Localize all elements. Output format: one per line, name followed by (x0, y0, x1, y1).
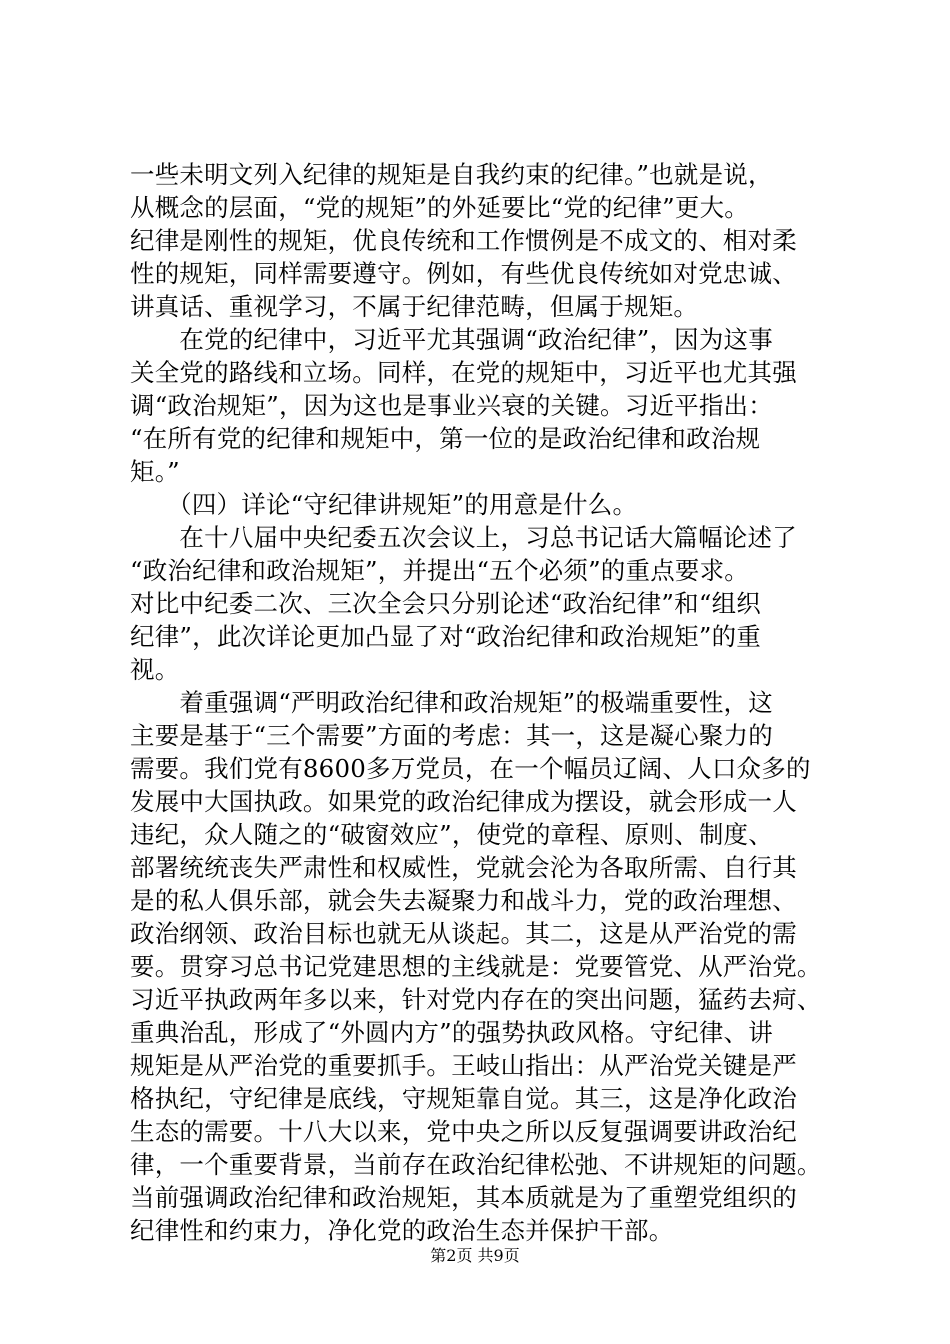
text-line: 规矩是从严治党的重要抓手。王岐山指出：从严治党关键是严 (130, 1051, 797, 1080)
text-line: 当前强调政治纪律和政治规矩，其本质就是为了重塑党组织的 (130, 1183, 797, 1212)
text-line: 要。贯穿习总书记党建思想的主线就是：党要管党、从严治党。 (130, 952, 822, 981)
body-text (130, 158, 830, 1247)
text-line: 是的私人俱乐部，就会失去凝聚力和战斗力，党的政治理想、 (130, 886, 797, 915)
text-line: 主要是基于“三个需要”方面的考虑：其一，这是凝心聚力的 (130, 721, 773, 750)
text-line: 关全党的路线和立场。同样，在党的规矩中，习近平也尤其强 (130, 358, 797, 387)
text-line: 重典治乱，形成了“外圆内方”的强势执政风格。守纪律、讲 (130, 1018, 773, 1047)
text-line: 需要。我们党有8600多万党员，在一个幅员辽阔、人口众多的 (130, 754, 811, 783)
page-footer: 第2页 共9页 (430, 1246, 520, 1265)
text-line: 生态的需要。十八大以来，党中央之所以反复强调要讲政治纪 (130, 1117, 797, 1146)
text-line: 从概念的层面，“党的规矩”的外延要比“党的纪律”更大。 (130, 193, 749, 222)
text-line: 调“政治规矩”，因为这也是事业兴衰的关键。习近平指出： (130, 391, 773, 420)
text-line: 部署统统丧失严肃性和权威性，党就会沦为各取所需、自行其 (130, 853, 797, 882)
text-line: 律，一个重要背景，当前存在政治纪律松弛、不讲规矩的问题。 (130, 1150, 822, 1179)
text-line: 纪律”，此次详论更加凸显了对“政治纪律和政治规矩”的重 (130, 622, 761, 651)
text-line: 对比中纪委二次、三次全会只分别论述“政治纪律”和“组织 (130, 589, 761, 618)
text-line: 视。 (130, 655, 180, 684)
text-line: 违纪，众人随之的“破窗效应”，使党的章程、原则、制度、 (130, 820, 773, 849)
text-line: 性的规矩，同样需要遵守。例如，有些优良传统如对党忠诚、 (130, 259, 797, 288)
text-line: 讲真话、重视学习，不属于纪律范畴，但属于规矩。 (130, 292, 699, 321)
text-line: 着重强调“严明政治纪律和政治规矩”的极端重要性，这 (130, 688, 773, 717)
text-line: （四）详论“守纪律讲规矩”的用意是什么。 (130, 490, 638, 519)
text-line: 政治纲领、政治目标也就无从谈起。其二，这是从严治党的需 (130, 919, 797, 948)
text-line: 在十八届中央纪委五次会议上，习总书记话大篇幅论述了 (130, 523, 797, 552)
text-line: “政治纪律和政治规矩”，并提出“五个必须”的重点要求。 (130, 556, 749, 585)
text-line: 习近平执政两年多以来，针对党内存在的突出问题，猛药去疴、 (130, 985, 822, 1014)
text-line: 纪律性和约束力，净化党的政治生态并保护干部。 (130, 1216, 674, 1245)
text-line: 一些未明文列入纪律的规矩是自我约束的纪律。”也就是说， (130, 160, 773, 189)
text-line: “在所有党的纪律和规矩中，第一位的是政治纪律和政治规 (130, 424, 761, 453)
text-line: 发展中大国执政。如果党的政治纪律成为摆设，就会形成一人 (130, 787, 797, 816)
text-line: 纪律是刚性的规矩，优良传统和工作惯例是不成文的、相对柔 (130, 226, 797, 255)
text-line: 矩。” (130, 457, 180, 486)
text-line: 在党的纪律中，习近平尤其强调“政治纪律”，因为这事 (130, 325, 773, 354)
text-line: 格执纪，守纪律是底线，守规矩靠自觉。其三，这是净化政治 (130, 1084, 797, 1113)
